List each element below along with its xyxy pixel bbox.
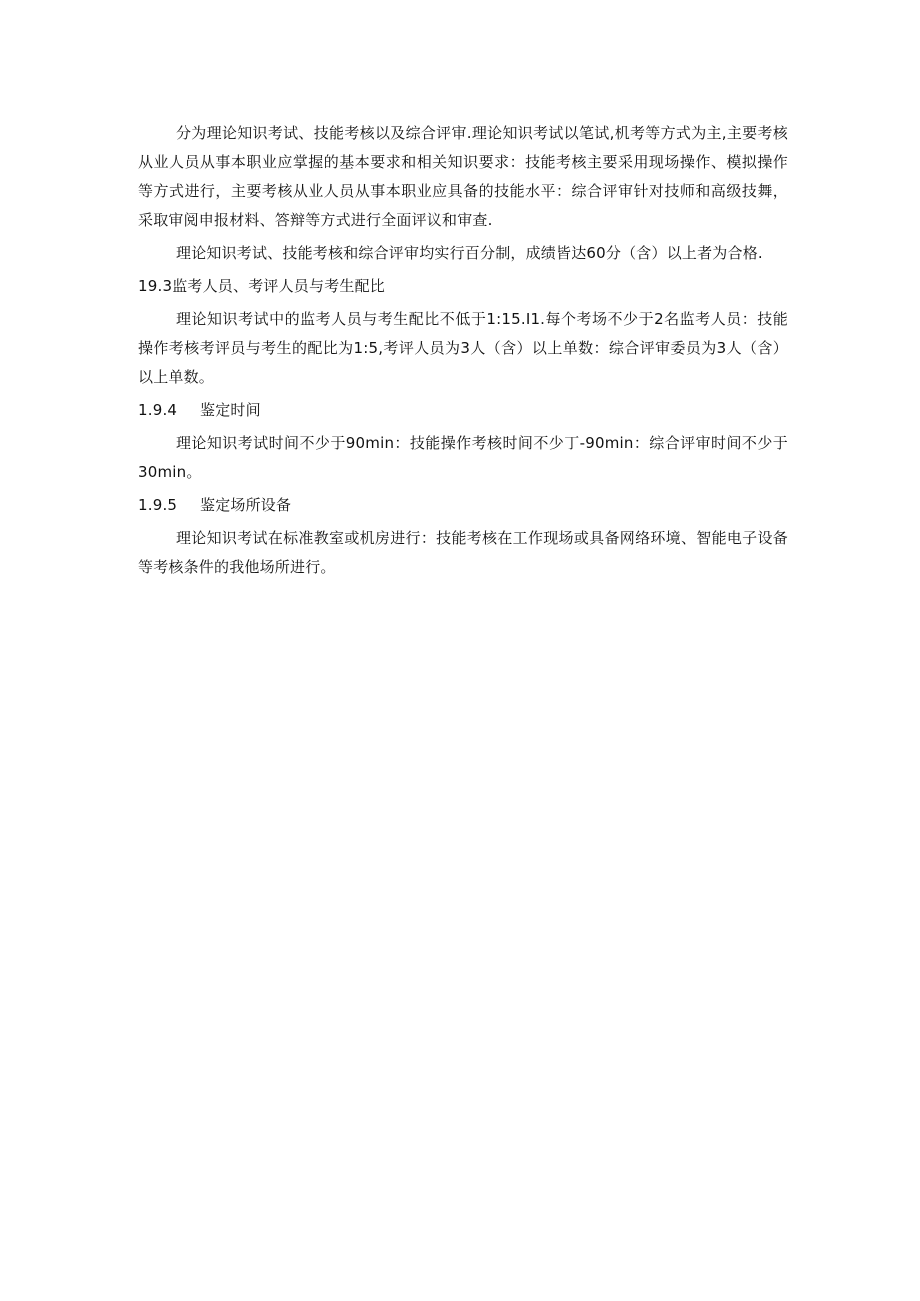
paragraph-scoring: 理论知识考试、技能考核和综合评审均实行百分制，成绩皆达60分（含）以上者为合格. [176,244,763,262]
section-title: 鉴定时间 [200,401,261,419]
paragraph-duration: 理论知识考试时间不少于90min：技能操作考核时间不少丁-90min：综合评审时间不少于30min。 [138,434,788,481]
section-heading-venue [138,491,788,520]
section-title: 监考人员、考评人员与考生配比 [172,277,386,295]
paragraph-venue: 理论知识考试在标准教室或机房进行：技能考核在工作现场或具备网络环境、智能电子设备等考核条件的我他场所进行。 [138,529,788,576]
paragraph-assessment-methods: 分为理论知识考试、技能考核以及综合评审.理论知识考试以笔试,机考等方式为主,主要考核从业人员从事本职业应掌握的基本要求和相关知识要求：技能考核主要采用现场操作、模拟操作等方式进行，主要考核从业人员从事本职业应具备的技能水平：综合评审针对技师和高级技舞，采取审阅申报材料、答辩等方式进行全面评议和审查. [138,124,788,229]
section-heading-duration [138,396,788,425]
section-number: 19.3 [138,277,173,295]
section-number: 1.9.5 [138,496,178,514]
document-page [138,119,788,586]
paragraph-staff-ratio: 理论知识考试中的监考人员与考生配比不低于1:15.I1.每个考场不少于2名监考人员：技能操作考核考评员与考生的配比为1:5,考评人员为3人（含）以上单数：综合评审委员为3人（含）以上单数。 [138,310,788,386]
section-heading-staff-ratio [138,272,788,301]
section-number: 1.9.4 [138,401,178,419]
section-title: 鉴定场所设备 [200,496,292,514]
